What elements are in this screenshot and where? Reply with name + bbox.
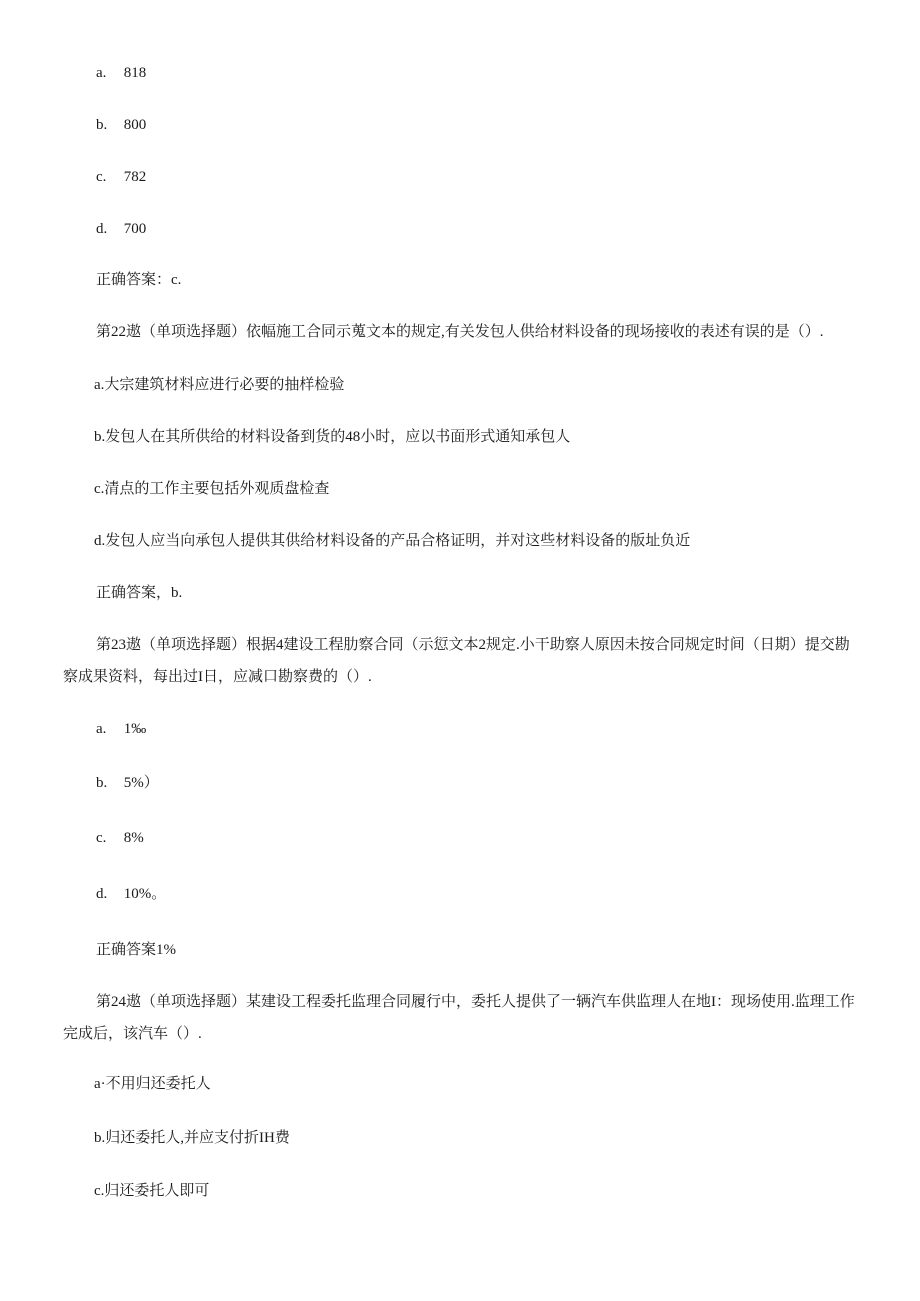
q21-answer: 正确答案：c. [96,272,182,288]
option-text: 5%） [123,775,159,791]
option-label: c. [96,169,107,185]
q22-option-c: c.清点的工作主要包括外观质盘检查 [94,481,330,497]
q21-option-c [96,168,146,186]
option-text: 700 [123,221,147,237]
q22-answer: 正确答案，b. [96,585,183,601]
q23-option-d [96,885,166,903]
option-label: d. [96,221,108,237]
option-text: 8% [123,830,144,846]
q21-option-a [96,64,146,82]
q21-option-d [96,220,146,238]
option-text: 800 [123,117,147,133]
option-label: c. [96,830,107,846]
option-text: 1‰ [123,721,147,737]
q22-option-a: a.大宗建筑材料应进行必要的抽样检验 [94,377,345,393]
q23-option-a [96,720,146,738]
option-label: a. [96,65,107,81]
option-text: 10%。 [123,886,167,902]
option-text: 782 [123,169,147,185]
q23-option-b [96,774,159,792]
option-label: a. [96,721,107,737]
q24-option-c: c.归还委托人即可 [94,1183,210,1199]
option-text: 818 [123,65,147,81]
q21-option-b [96,116,146,134]
option-label: d. [96,886,108,902]
q23-option-c [96,829,144,847]
q23-question: 第23遨（单项选择题）根据4建设工程肋察合同（示愆文本2规定.小干助察人原因未按合同规定时间（日期）提交勘察成果资料，每出过I日，应减口勘察费的（）. [63,637,850,685]
q24-question: 第24遨（单项选择题）某建设工程委托监理合同履行中，委托人提供了一辆汽车供监理人在地I：现场使用.监理工作完成后，该汽车（）. [63,994,855,1042]
q24-option-b: b.归还委托人,并应支付折IH费 [94,1130,290,1146]
q22-option-b: b.发包人在其所供给的材料设备到货的48小时，应以书面形式通知承包人 [94,429,571,445]
q24-option-a: a·不用归还委托人 [94,1076,211,1092]
option-label: b. [96,117,108,133]
q22-option-d: d.发包人应当向承包人提供其供给材料设备的产品合格证明，并对这些材料设备的版址负近 [94,533,691,549]
q23-answer: 正确答案1% [96,942,176,958]
q22-question: 第22遨（单项选择题）依幅施工合同示蒐文本的规定,有关发包人供给材料设备的现场接收的表述有误的是（）. [96,324,824,340]
option-label: b. [96,775,108,791]
